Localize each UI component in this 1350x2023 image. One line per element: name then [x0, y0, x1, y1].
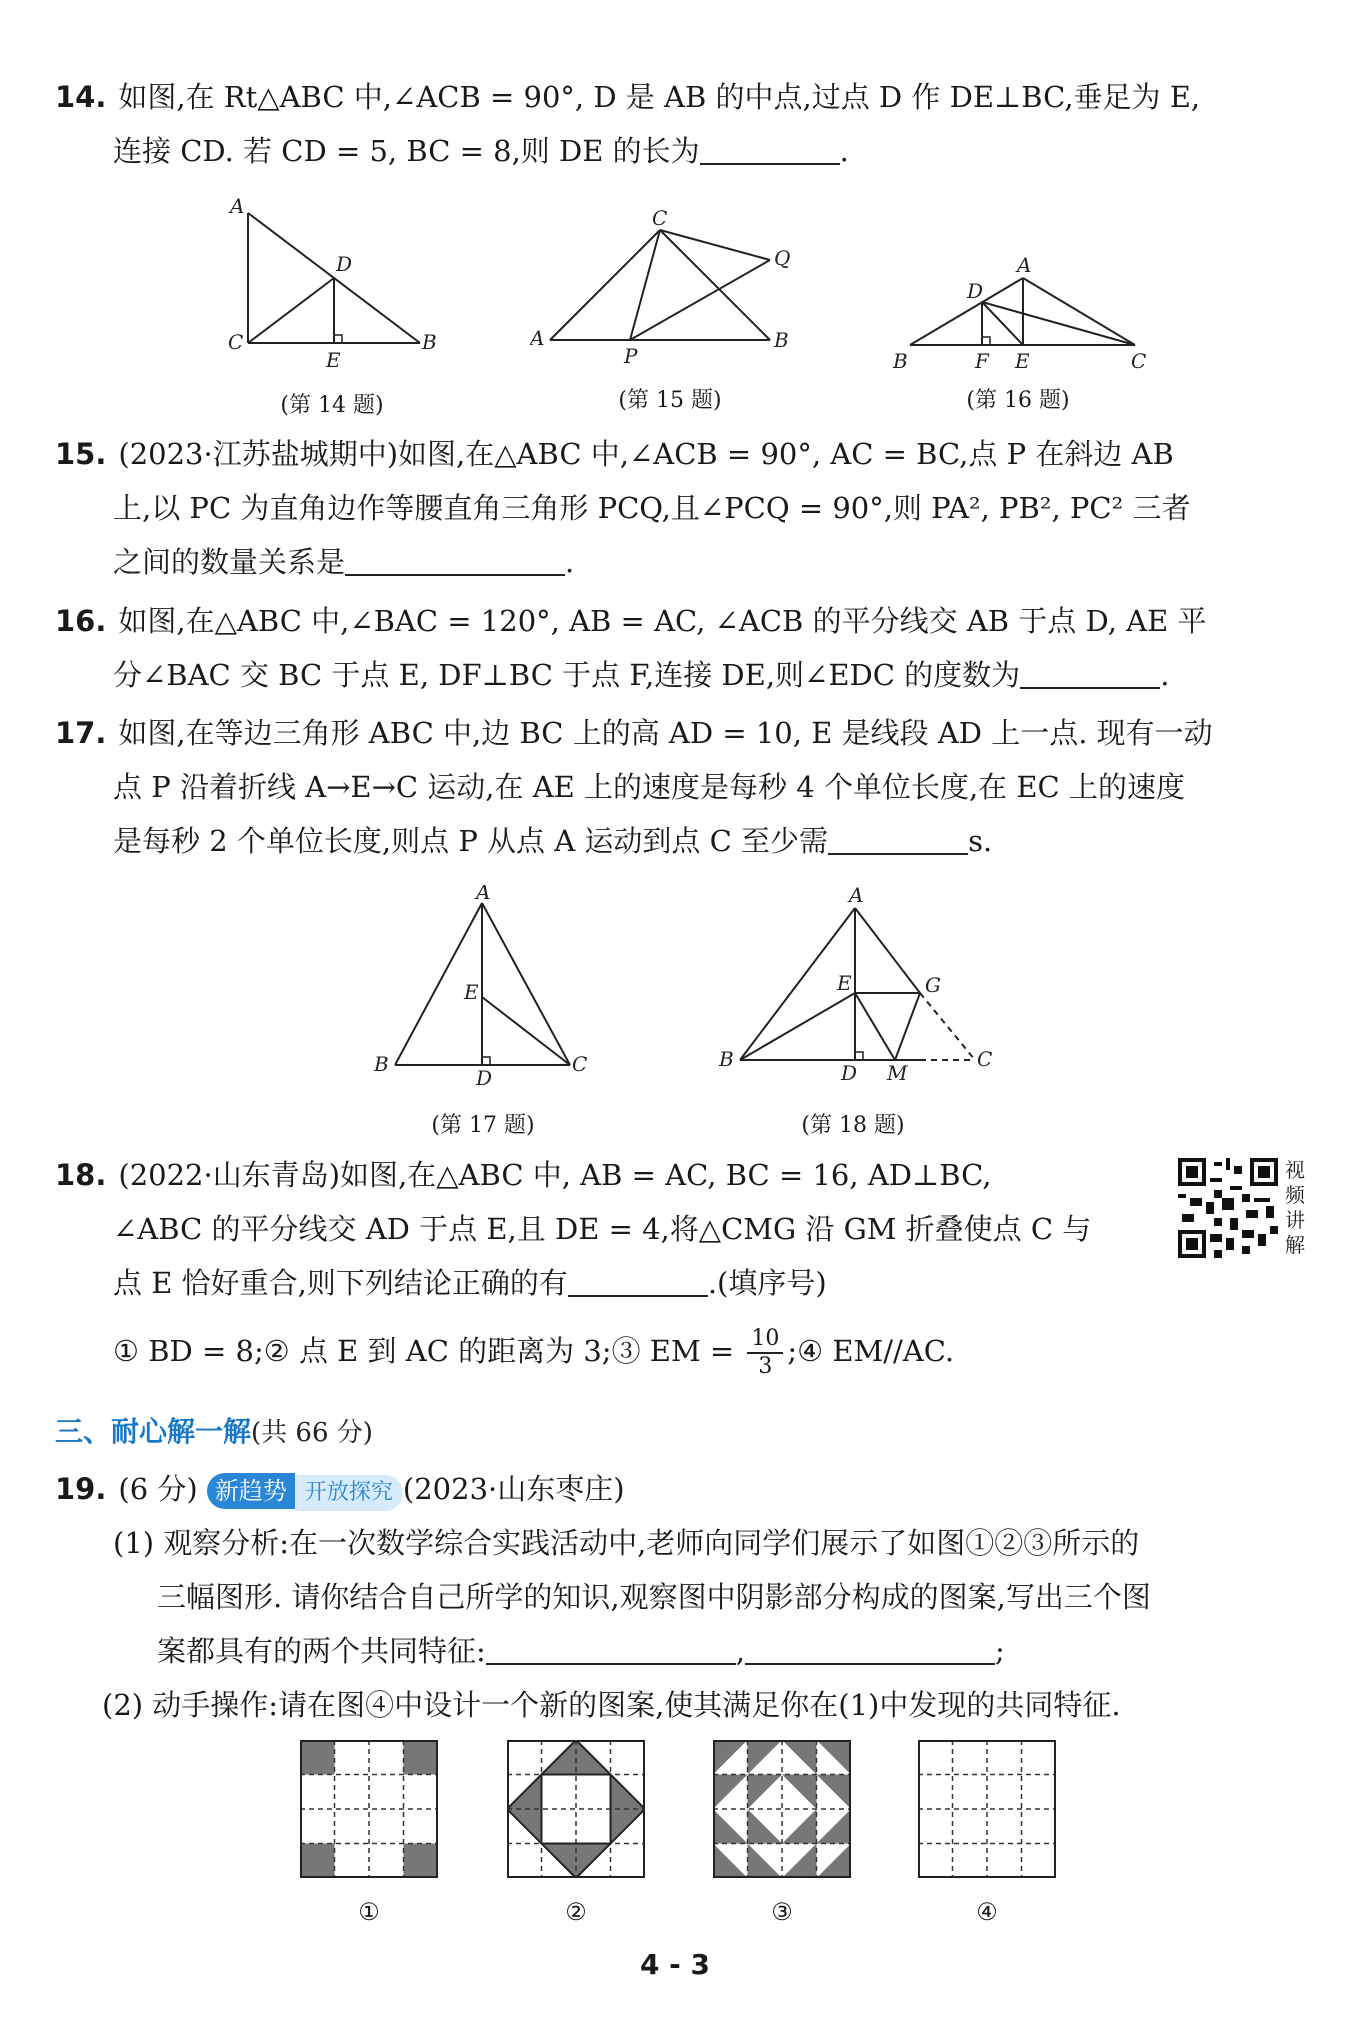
answer-blank[interactable]	[568, 1265, 708, 1297]
svg-text:E: E	[1015, 349, 1030, 373]
answer-blank[interactable]	[745, 1633, 995, 1665]
svg-text:B: B	[893, 349, 908, 373]
punctuation: .	[565, 545, 575, 579]
section-title: 三、耐心解一解	[55, 1415, 252, 1448]
trend-tag: 新趋势	[207, 1473, 295, 1509]
question-number: 15.	[55, 437, 107, 471]
question-number: 17.	[55, 716, 107, 750]
question-source: (2023·山东枣庄)	[402, 1472, 625, 1506]
question-19	[55, 1462, 1305, 1732]
svg-text:G: G	[925, 973, 941, 997]
question-text: .(填序号)	[707, 1266, 827, 1300]
svg-text:A: A	[530, 326, 545, 350]
svg-text:C: C	[977, 1047, 993, 1071]
figure-15	[530, 205, 820, 370]
svg-text:C: C	[1131, 349, 1147, 373]
question-text: 点 E 恰好重合,则下列结论正确的有	[113, 1266, 568, 1300]
figure-18	[715, 880, 1005, 1090]
svg-text:E: E	[464, 980, 479, 1004]
svg-text:B: B	[374, 1052, 389, 1076]
question-text: 案都具有的两个共同特征:	[157, 1634, 486, 1668]
question-18	[55, 1148, 1175, 1380]
svg-text:C: C	[652, 206, 668, 230]
question-text: 分∠BAC 交 BC 于点 E, DF⊥BC 于点 F,连接 DE,则∠EDC 的度数为	[113, 658, 1021, 692]
pattern-figure-4[interactable]	[918, 1740, 1056, 1878]
svg-text:A: A	[849, 883, 864, 907]
page-number: 4 - 3	[639, 1948, 711, 1981]
figure-16	[885, 250, 1155, 375]
pattern-caption-3: ③	[771, 1898, 793, 1926]
svg-text:C: C	[228, 330, 244, 354]
pattern-caption-2: ②	[565, 1898, 587, 1926]
svg-text:E: E	[837, 971, 852, 995]
question-text: 上,以 PC 为直角边作等腰直角三角形 PCQ,且∠PCQ = 90°,则 PA², PB², PC² 三者	[113, 491, 1191, 525]
punctuation: s.	[968, 824, 993, 858]
question-text: ∠ABC 的平分线交 AD 于点 E,且 DE = 4,将△CMG 沿 GM 折叠使点 C 与	[113, 1212, 1092, 1246]
question-number: 19.	[55, 1472, 107, 1506]
svg-text:A: A	[230, 195, 245, 218]
fraction-denominator: 3	[758, 1354, 773, 1379]
question-text: (2) 动手操作:请在图④中设计一个新的图案,使其满足你在(1)中发现的共同特征.	[102, 1688, 1121, 1722]
figure-caption: (第 15 题)	[618, 388, 722, 413]
svg-text:B: B	[422, 330, 437, 354]
punctuation: ;	[995, 1634, 1005, 1668]
svg-text:M: M	[887, 1061, 908, 1085]
pattern-caption-4: ④	[976, 1898, 998, 1926]
svg-text:D: D	[967, 279, 984, 303]
figure-caption: (第 16 题)	[966, 388, 1070, 413]
pattern-figure-1	[300, 1740, 438, 1878]
question-15	[55, 427, 1305, 589]
question-14	[55, 70, 1305, 178]
figure-caption: (第 17 题)	[431, 1113, 535, 1138]
options-text: ;④ EM//AC.	[787, 1334, 955, 1368]
qr-code-icon[interactable]	[1178, 1158, 1278, 1258]
svg-text:P: P	[624, 344, 638, 368]
svg-text:B: B	[719, 1047, 734, 1071]
question-text: (1) 观察分析:在一次数学综合实践活动中,老师向同学们展示了如图①②③所示的	[113, 1526, 1140, 1560]
question-17	[55, 706, 1305, 868]
svg-text:D: D	[336, 252, 353, 276]
fraction	[747, 1326, 783, 1380]
question-text: 三幅图形. 请你结合自己所学的知识,观察图中阴影部分构成的图案,写出三个图	[157, 1580, 1151, 1614]
punctuation: .	[1160, 658, 1170, 692]
answer-blank[interactable]	[1020, 657, 1160, 689]
question-number: 14.	[55, 80, 107, 114]
answer-blank[interactable]	[828, 823, 968, 855]
answer-blank[interactable]	[486, 1633, 736, 1665]
section-subtitle: (共 66 分)	[251, 1418, 373, 1448]
pattern-figure-2	[507, 1740, 645, 1878]
question-text: 点 P 沿着折线 A→E→C 运动,在 AE 上的速度是每秒 4 个单位长度,在 EC 上的速度	[113, 770, 1185, 804]
answer-options	[55, 1324, 1175, 1380]
fraction-numerator: 10	[747, 1326, 783, 1354]
section-header	[55, 1410, 373, 1450]
svg-text:C: C	[572, 1052, 588, 1076]
question-text: 如图,在等边三角形 ABC 中,边 BC 上的高 AD = 10, E 是线段 AD 上一点. 现有一动	[118, 716, 1213, 750]
figure-17	[370, 885, 610, 1090]
answer-blank[interactable]	[700, 133, 840, 165]
svg-text:B: B	[774, 328, 789, 352]
svg-text:F: F	[975, 349, 989, 373]
question-text: 是每秒 2 个单位长度,则点 P 从点 A 运动到点 C 至少需	[113, 824, 829, 858]
figure-caption: (第 14 题)	[280, 393, 384, 418]
pattern-figure-3	[713, 1740, 851, 1878]
score-label: (6 分)	[118, 1472, 198, 1506]
question-text: 之间的数量关系是	[113, 545, 346, 579]
answer-blank[interactable]	[345, 544, 565, 576]
svg-text:D: D	[476, 1066, 493, 1090]
punctuation: ,	[735, 1634, 745, 1668]
question-text: 如图,在△ABC 中,∠BAC = 120°, AB = AC, ∠ACB 的平分线交 AB 于点 D, AE 平	[118, 604, 1207, 638]
question-text: 如图,在 Rt△ABC 中,∠ACB = 90°, D 是 AB 的中点,过点 D 作 DE⊥BC,垂足为 E,	[118, 80, 1201, 114]
pattern-caption-1: ①	[358, 1898, 380, 1926]
explore-tag: 开放探究	[295, 1475, 403, 1511]
question-number: 16.	[55, 604, 107, 638]
question-text: 连接 CD. 若 CD = 5, BC = 8,则 DE 的长为	[113, 134, 700, 168]
options-text: ① BD = 8;② 点 E 到 AC 的距离为 3;③ EM =	[113, 1334, 735, 1368]
svg-text:A: A	[476, 885, 491, 904]
svg-text:D: D	[841, 1061, 858, 1085]
question-text: (2022·山东青岛)如图,在△ABC 中, AB = AC, BC = 16, AD⊥BC,	[118, 1158, 992, 1192]
svg-text:A: A	[1017, 253, 1032, 277]
question-number: 18.	[55, 1158, 107, 1192]
figure-caption: (第 18 题)	[801, 1113, 905, 1138]
question-text: (2023·江苏盐城期中)如图,在△ABC 中,∠ACB = 90°, AC = BC,点 P 在斜边 AB	[118, 437, 1174, 471]
svg-text:E: E	[326, 348, 341, 370]
qr-code-label: 视频讲解	[1285, 1158, 1305, 1257]
question-16	[55, 594, 1305, 702]
figure-14	[220, 195, 450, 370]
punctuation: .	[839, 134, 849, 168]
svg-text:Q: Q	[774, 246, 791, 270]
